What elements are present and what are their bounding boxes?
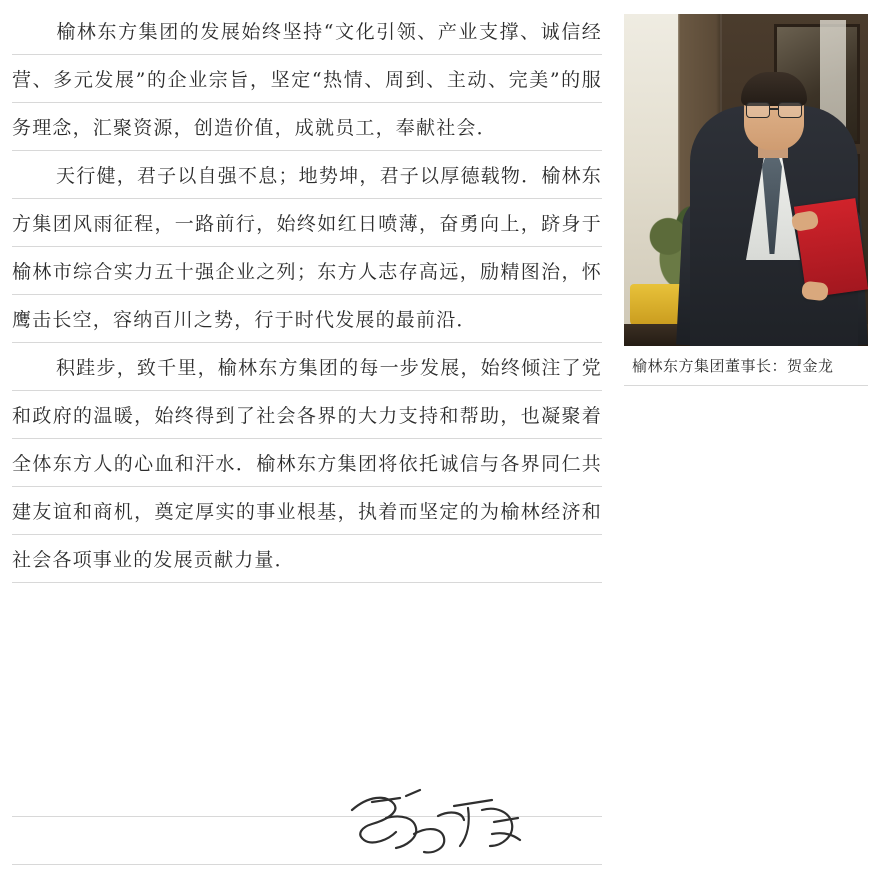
letter-body (12, 8, 602, 584)
paragraph-3-text: 积跬步，致千里，榆林东方集团的每一步发展，始终倾注了党和政府的温暖，始终得到了社会各界的大力支持和帮助，也凝聚着全体东方人的心血和汗水．榆林东方集团将依托诚信与各界同仁共建友谊和商机，奠定厚实的事业根基，执着而坚定的为榆林经济和社会各项事业的发展贡献力量． (12, 357, 602, 571)
photo-person-hand-lower (801, 281, 829, 302)
handwritten-signature-icon (342, 788, 532, 868)
paragraph-1 (12, 8, 602, 152)
paragraph-2-text: 天行健，君子以自强不息；地势坤，君子以厚德载物．榆林东方集团风雨征程，一路前行，始终如红日喷薄，奋勇向上，跻身于榆林市综合实力五十强企业之列；东方人志存高远，励精图治，怀鹰击长空，容纳百川之势，行于时代发展的最前沿． (12, 165, 602, 331)
chairman-portrait-photo (624, 14, 868, 346)
photo-caption: 榆林东方集团董事长：贺金龙 (624, 346, 868, 386)
paragraph-2 (12, 152, 602, 344)
paragraph-1-text: 榆林东方集团的发展始终坚持“文化引领、产业支撑、诚信经营、多元发展”的企业宗旨，坚定“热情、周到、主动、完美”的服务理念，汇聚资源，创造价值，成就员工，奉献社会． (12, 21, 602, 139)
photo-panel (624, 14, 868, 386)
photo-person-glasses-icon (746, 102, 802, 116)
signature-area (12, 770, 602, 880)
paragraph-3 (12, 344, 602, 584)
